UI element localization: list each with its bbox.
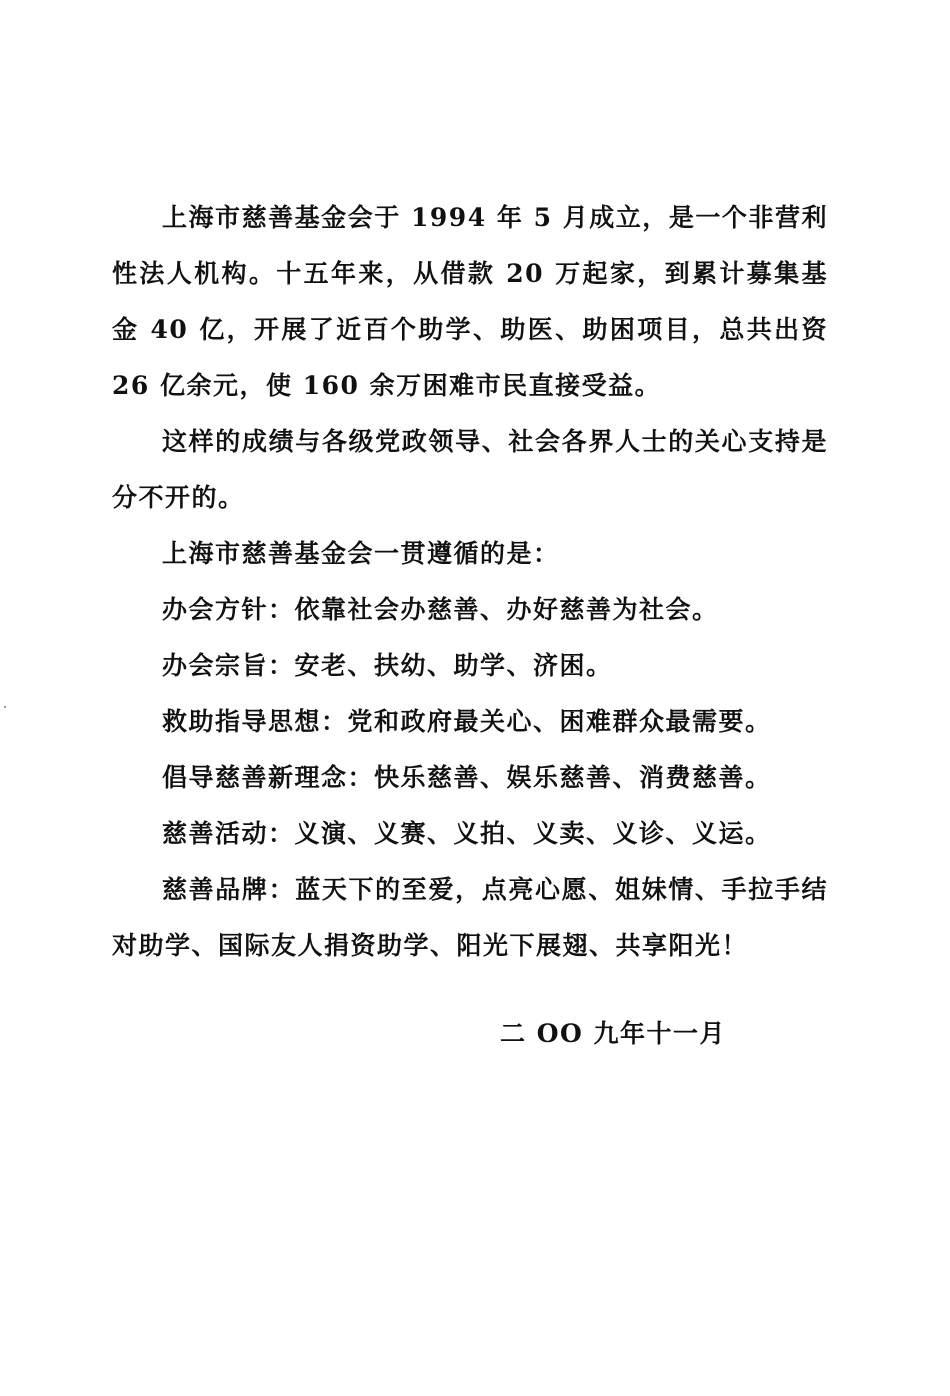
paragraph-purpose: 办会宗旨：安老、扶幼、助学、济困。: [162, 651, 613, 680]
scan-speck: [4, 706, 6, 708]
paragraph-new-concept: 倡导慈善新理念：快乐慈善、娱乐慈善、消费慈善。: [162, 763, 772, 792]
paragraph-guiding-thought: 救助指导思想：党和政府最关心、困难群众最需要。: [162, 707, 772, 736]
document-body: [112, 190, 828, 974]
paragraph-activities: 慈善活动：义演、义赛、义拍、义卖、义诊、义运。: [162, 819, 772, 848]
paragraph-acknowledgement: 这样的成绩与各级党政领导、社会各界人士的关心支持是分不开的。: [112, 427, 828, 512]
paragraph-brands: 慈善品牌：蓝天下的至爱，点亮心愿、姐妹情、手拉手结对助学、国际友人捐资助学、阳光下展翅、共享阳光！: [112, 875, 828, 960]
document-date: 二 OO 九年十一月: [500, 1019, 726, 1048]
paragraph-policy: 办会方针：依靠社会办慈善、办好慈善为社会。: [162, 595, 719, 624]
paragraph-foundation-intro: 上海市慈善基金会于 1994 年 5 月成立，是一个非营利性法人机构。十五年来，从借款 20 万起家，到累计募集基金 40 亿，开展了近百个助学、助医、助困项目，总共出资 26 亿余元，使 160 余万困难市民直接受益。: [112, 203, 828, 400]
paragraph-principles-heading: 上海市慈善基金会一贯遵循的是：: [162, 539, 560, 568]
